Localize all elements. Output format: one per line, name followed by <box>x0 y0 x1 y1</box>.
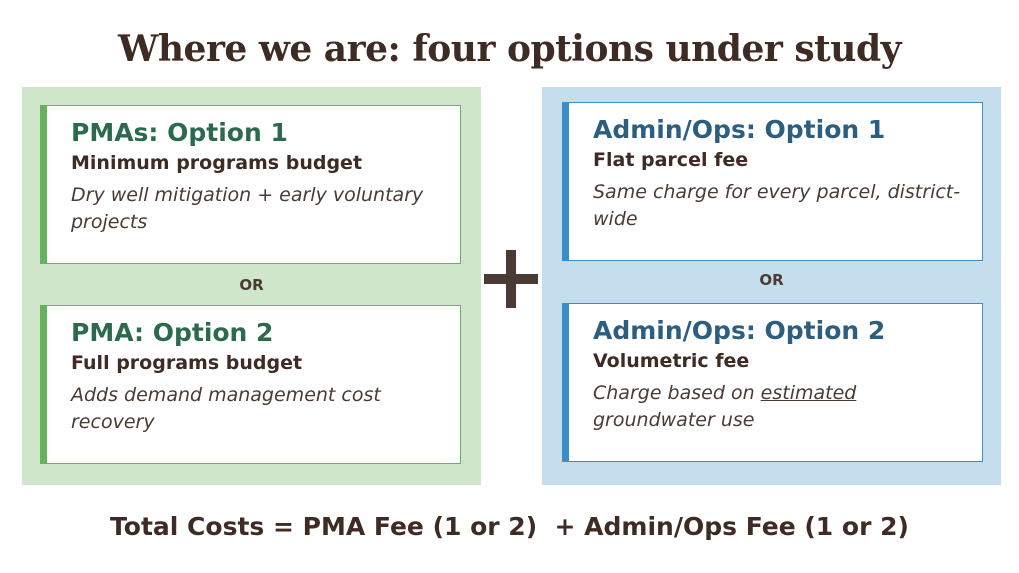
admin-options-panel <box>542 87 1001 485</box>
admin-option-2-title: Admin/Ops: Option 2 <box>593 316 886 345</box>
admin-option-2-description-suffix: groundwater use <box>593 409 755 431</box>
total-costs-formula: Total Costs = PMA Fee (1 or 2) + Admin/Ops Fee (1 or 2) <box>110 512 909 541</box>
pma-option-2-subtitle: Full programs budget <box>71 352 303 374</box>
pma-option-1-card <box>40 105 461 264</box>
admin-option-2-card <box>562 303 983 462</box>
admin-option-2-description-emphasis: estimated <box>760 382 857 404</box>
admin-option-1-title: Admin/Ops: Option 1 <box>593 115 886 144</box>
pma-option-1-subtitle: Minimum programs budget <box>71 152 363 174</box>
admin-or-label: OR <box>759 271 784 289</box>
pma-options-panel <box>22 87 481 485</box>
admin-option-1-card <box>562 102 983 261</box>
pma-option-2-card <box>40 305 461 464</box>
pma-option-1-title: PMAs: Option 1 <box>71 118 288 147</box>
pma-or-label: OR <box>239 276 264 294</box>
page-title: Where we are: four options under study <box>117 28 902 70</box>
admin-option-2-subtitle: Volumetric fee <box>593 350 750 372</box>
admin-option-1-description: Same charge for every parcel, district-wide <box>593 181 961 230</box>
pma-option-2-description: Adds demand management cost recovery <box>71 384 381 433</box>
pma-option-2-title: PMA: Option 2 <box>71 318 274 347</box>
admin-option-2-description-prefix: Charge based on <box>593 382 761 404</box>
admin-option-2-description <box>593 380 966 434</box>
pma-option-1-description: Dry well mitigation + early voluntary projects <box>71 184 424 233</box>
admin-option-1-subtitle: Flat parcel fee <box>593 149 749 171</box>
plus-icon <box>484 250 538 308</box>
